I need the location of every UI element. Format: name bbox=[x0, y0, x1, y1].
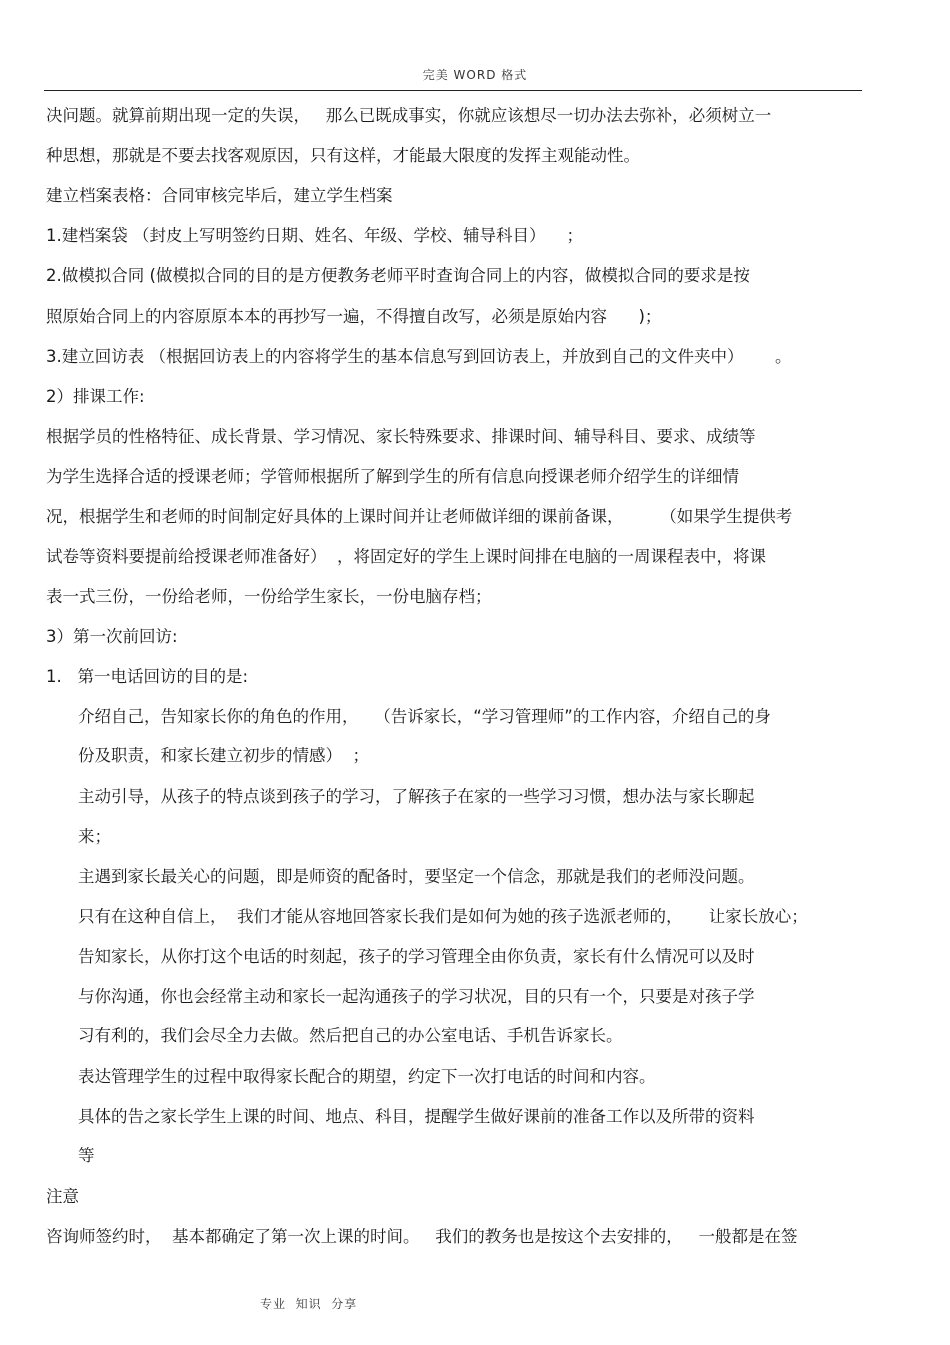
body-line: 介绍自己，告知家长你的角色的作用， （告诉家长，“学习管理师”的工作内容，介绍自己的身 bbox=[78, 707, 771, 726]
body-line: 试卷等资料要提前给授课老师准备好） ，将固定好的学生上课时间排在电脑的一周课程表中，将课 bbox=[46, 547, 766, 566]
list-item: 1. 第一电话回访的目的是: bbox=[46, 667, 249, 686]
body-line: 决问题。就算前期出现一定的失误， 那么已既成事实，你就应该想尽一切办法去弥补，必须树立一 bbox=[46, 106, 772, 125]
body-line: 等 bbox=[78, 1146, 95, 1165]
body-line: 况，根据学生和老师的时间制定好具体的上课时间并让老师做详细的课前备课， （如果学生提供考 bbox=[46, 507, 793, 526]
body-line: 建立档案表格：合同审核完毕后，建立学生档案 bbox=[46, 186, 393, 205]
body-line: 主遇到家长最关心的问题，即是师资的配备时，要坚定一个信念，那就是我们的老师没问题。 bbox=[78, 867, 755, 886]
body-line: 习有利的，我们会尽全力去做。然后把自己的办公室电话、手机告诉家长。 bbox=[78, 1026, 623, 1045]
body-line: 照原始合同上的内容原原本本的再抄写一遍，不得擅自改写，必须是原始内容 )； bbox=[46, 307, 662, 326]
body-line: 告知家长，从你打这个电话的时刻起，孩子的学习管理全由你负责，家长有什么情况可以及时 bbox=[78, 947, 755, 966]
body-line: 来； bbox=[78, 827, 111, 846]
section-heading: 注意 bbox=[46, 1187, 79, 1206]
body-line: 份及职责，和家长建立初步的情感） ； bbox=[78, 746, 369, 765]
body-line: 种思想，那就是不要去找客观原因，只有这样，才能最大限度的发挥主观能动性。 bbox=[46, 146, 640, 165]
header-rule bbox=[44, 90, 862, 91]
section-heading: 2）排课工作: bbox=[46, 387, 145, 406]
body-line: 2.做模拟合同 (做模拟合同的目的是方便教务老师平时查询合同上的内容，做模拟合同的要求是按 bbox=[46, 266, 750, 285]
body-line: 具体的告之家长学生上课的时间、地点、科目，提醒学生做好课前的准备工作以及所带的资料 bbox=[78, 1107, 755, 1126]
body-line: 1.建档案袋 （封皮上写明签约日期、姓名、年级、学校、辅导科目） ； bbox=[46, 226, 583, 245]
body-line: 表达管理学生的过程中取得家长配合的期望，约定下一次打电话的时间和内容。 bbox=[78, 1067, 656, 1086]
body-line: 咨询师签约时， 基本都确定了第一次上课的时间。 我们的教务也是按这个去安排的， 一般都是在签 bbox=[46, 1227, 798, 1246]
body-line: 与你沟通，你也会经常主动和家长一起沟通孩子的学习状况，目的只有一个，只要是对孩子学 bbox=[78, 987, 755, 1006]
body-line: 根据学员的性格特征、成长背景、学习情况、家长特殊要求、排课时间、辅导科目、要求、成绩等 bbox=[46, 427, 756, 446]
page-footer: 专业 知识 分享 bbox=[260, 1297, 358, 1311]
body-line: 3.建立回访表 （根据回访表上的内容将学生的基本信息写到回访表上，并放到自己的文件夹中） 。 bbox=[46, 347, 792, 366]
body-line: 表一式三份，一份给老师，一份给学生家长，一份电脑存档； bbox=[46, 587, 492, 606]
section-heading: 3）第一次前回访: bbox=[46, 627, 178, 646]
body-line: 为学生选择合适的授课老师；学管师根据所了解到学生的所有信息向授课老师介绍学生的详细情 bbox=[46, 467, 739, 486]
body-line: 只有在这种自信上， 我们才能从容地回答家长我们是如何为她的孩子选派老师的， 让家长放心； bbox=[78, 907, 808, 926]
page-header: 完美 WORD 格式 bbox=[422, 68, 528, 82]
body-line: 主动引导，从孩子的特点谈到孩子的学习，了解孩子在家的一些学习习惯，想办法与家长聊起 bbox=[78, 787, 755, 806]
